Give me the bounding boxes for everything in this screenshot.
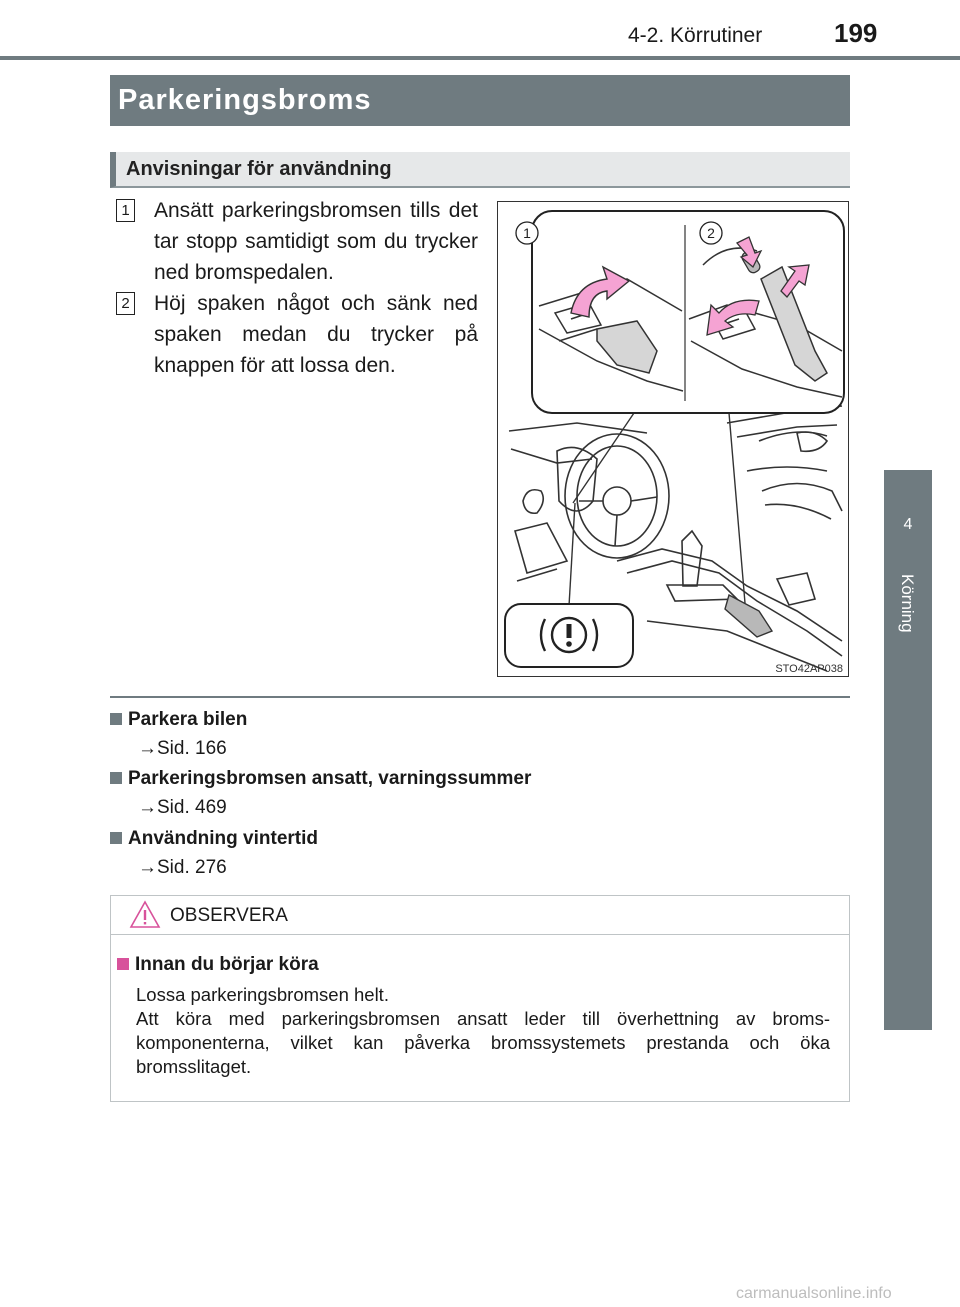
step-marker-2: 2: [116, 292, 135, 315]
page-number: 199: [834, 18, 878, 48]
note-heading-parking: Parkera bilen: [110, 709, 247, 731]
caution-line-1: Lossa parkeringsbromsen helt.: [136, 984, 389, 1005]
figure-code: STO42AP038: [775, 663, 843, 675]
chapter-tab[interactable]: [884, 470, 932, 1030]
section-subtitle: Anvisningar för användning: [110, 152, 850, 188]
note-reference-link[interactable]: →Sid. 276: [138, 857, 227, 878]
caution-box: [110, 895, 850, 1102]
bullet-square-icon: [110, 713, 122, 725]
chapter-tab-number: 4: [903, 516, 913, 533]
caution-body: [136, 983, 830, 1079]
note-heading-winter: Användning vintertid: [110, 828, 318, 850]
note-reference-link[interactable]: →Sid. 166: [138, 738, 227, 759]
instruction-step-1: [110, 195, 478, 288]
callout-label-2: 2: [707, 225, 715, 241]
page-title: Parkeringsbroms: [110, 75, 850, 126]
caution-line-2: Att köra med parkeringsbromsen ansatt leder till överhettning av broms-komponenterna, vilket kan påverka bromssystemets prestanda och öka bromsslitaget.: [136, 1008, 830, 1077]
caution-label: OBSERVERA: [170, 905, 288, 926]
warning-triangle-icon: [129, 900, 161, 929]
instruction-step-2: [110, 288, 478, 381]
caution-heading: Innan du börjar köra: [117, 954, 319, 976]
bullet-square-icon: [110, 832, 122, 844]
watermark: carmanualsonline.info: [736, 1285, 892, 1302]
caution-header: [111, 896, 849, 935]
parking-brake-illustration: [497, 201, 849, 677]
callout-label-1: 1: [523, 225, 531, 241]
bullet-square-icon: [110, 772, 122, 784]
bullet-square-icon: [117, 958, 129, 970]
section-label: 4-2. Körrutiner: [628, 24, 763, 47]
note-heading-warning-buzzer: Parkeringsbromsen ansatt, varningssummer: [110, 768, 531, 790]
chapter-tab-label: Körning: [898, 574, 917, 633]
step-marker-1: 1: [116, 199, 135, 222]
header-rule: [0, 56, 960, 60]
step-text-1: Ansätt parkeringsbromsen tills det tar stopp samtidigt som du trycker ned bromspedalen.: [154, 199, 478, 284]
section-divider: [110, 696, 850, 698]
note-reference-link[interactable]: →Sid. 469: [138, 797, 227, 818]
step-text-2: Höj spaken något och sänk ned spaken medan du trycker på knappen för att lossa den.: [154, 292, 478, 377]
